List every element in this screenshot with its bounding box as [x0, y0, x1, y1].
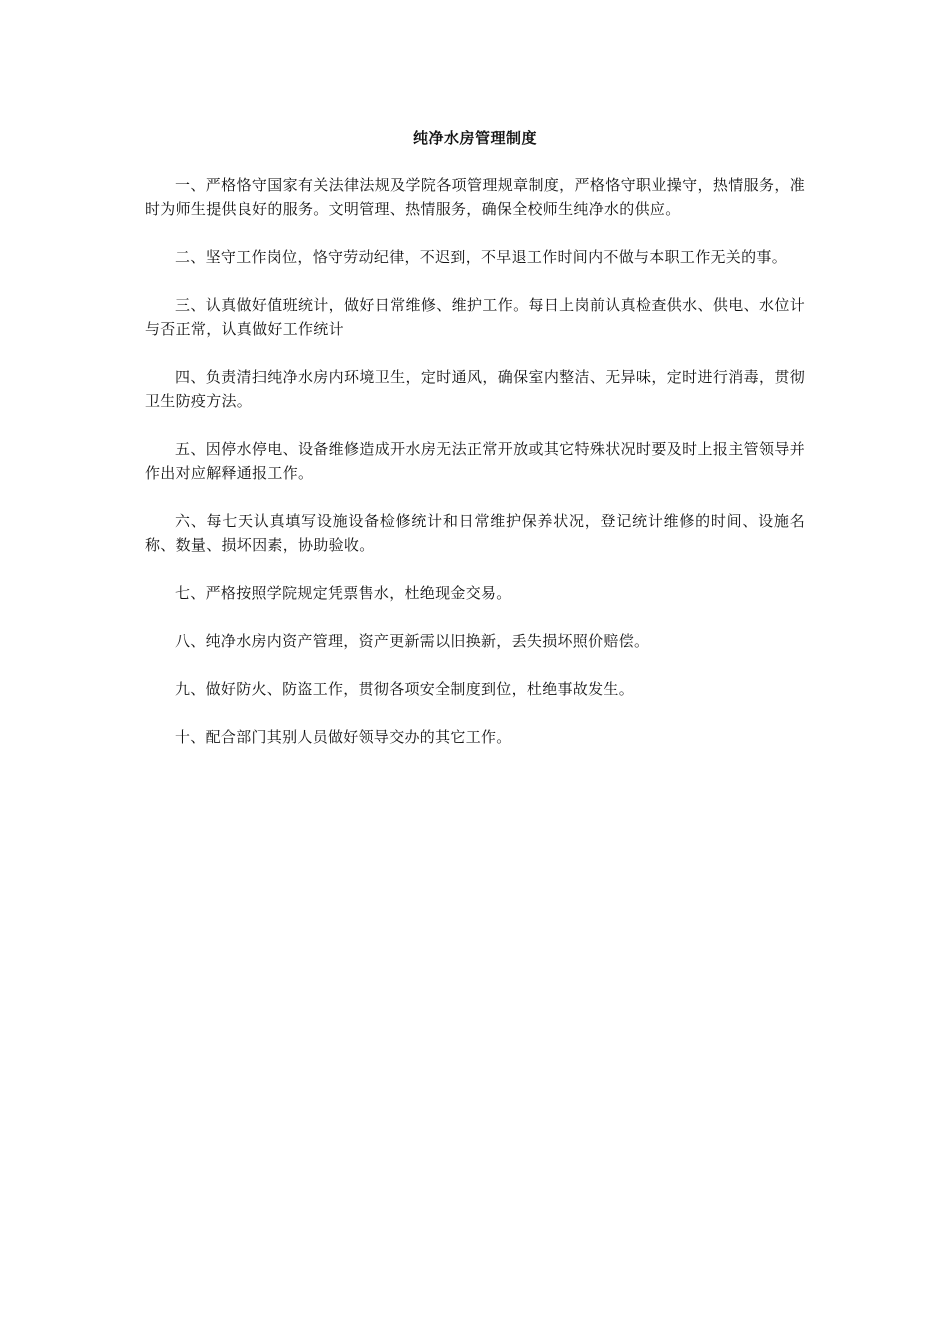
clause-5: 五、因停水停电、设备维修造成开水房无法正常开放或其它特殊状况时要及时上报主管领导并作出对应解释通报工作。: [145, 440, 805, 482]
clause-1: 一、严格恪守国家有关法律法规及学院各项管理规章制度，严格恪守职业操守，热情服务，准时为师生提供良好的服务。文明管理、热情服务，确保全校师生纯净水的供应。: [145, 176, 805, 218]
clause-8: 八、纯净水房内资产管理，资产更新需以旧换新，丢失损坏照价赔偿。: [175, 632, 650, 650]
clause-7: 七、严格按照学院规定凭票售水，杜绝现金交易。: [175, 584, 512, 602]
document-title: 纯净水房管理制度: [412, 129, 537, 147]
clause-2: 二、坚守工作岗位，恪守劳动纪律，不迟到，不早退工作时间内不做与本职工作无关的事。: [175, 248, 788, 266]
clause-10: 十、配合部门其别人员做好领导交办的其它工作。: [175, 728, 512, 746]
clause-3: 三、认真做好值班统计，做好日常维修、维护工作。每日上岗前认真检查供水、供电、水位计与否正常，认真做好工作统计: [145, 296, 805, 338]
clause-4: 四、负责清扫纯净水房内环境卫生，定时通风，确保室内整洁、无异味，定时进行消毒，贯彻卫生防疫方法。: [145, 368, 805, 410]
clause-list: [145, 173, 805, 773]
clause-6: 六、每七天认真填写设施设备检修统计和日常维护保养状况，登记统计维修的时间、设施名称、数量、损坏因素，协助验收。: [145, 512, 805, 554]
clause-9: 九、做好防火、防盗工作，贯彻各项安全制度到位，杜绝事故发生。: [175, 680, 635, 698]
